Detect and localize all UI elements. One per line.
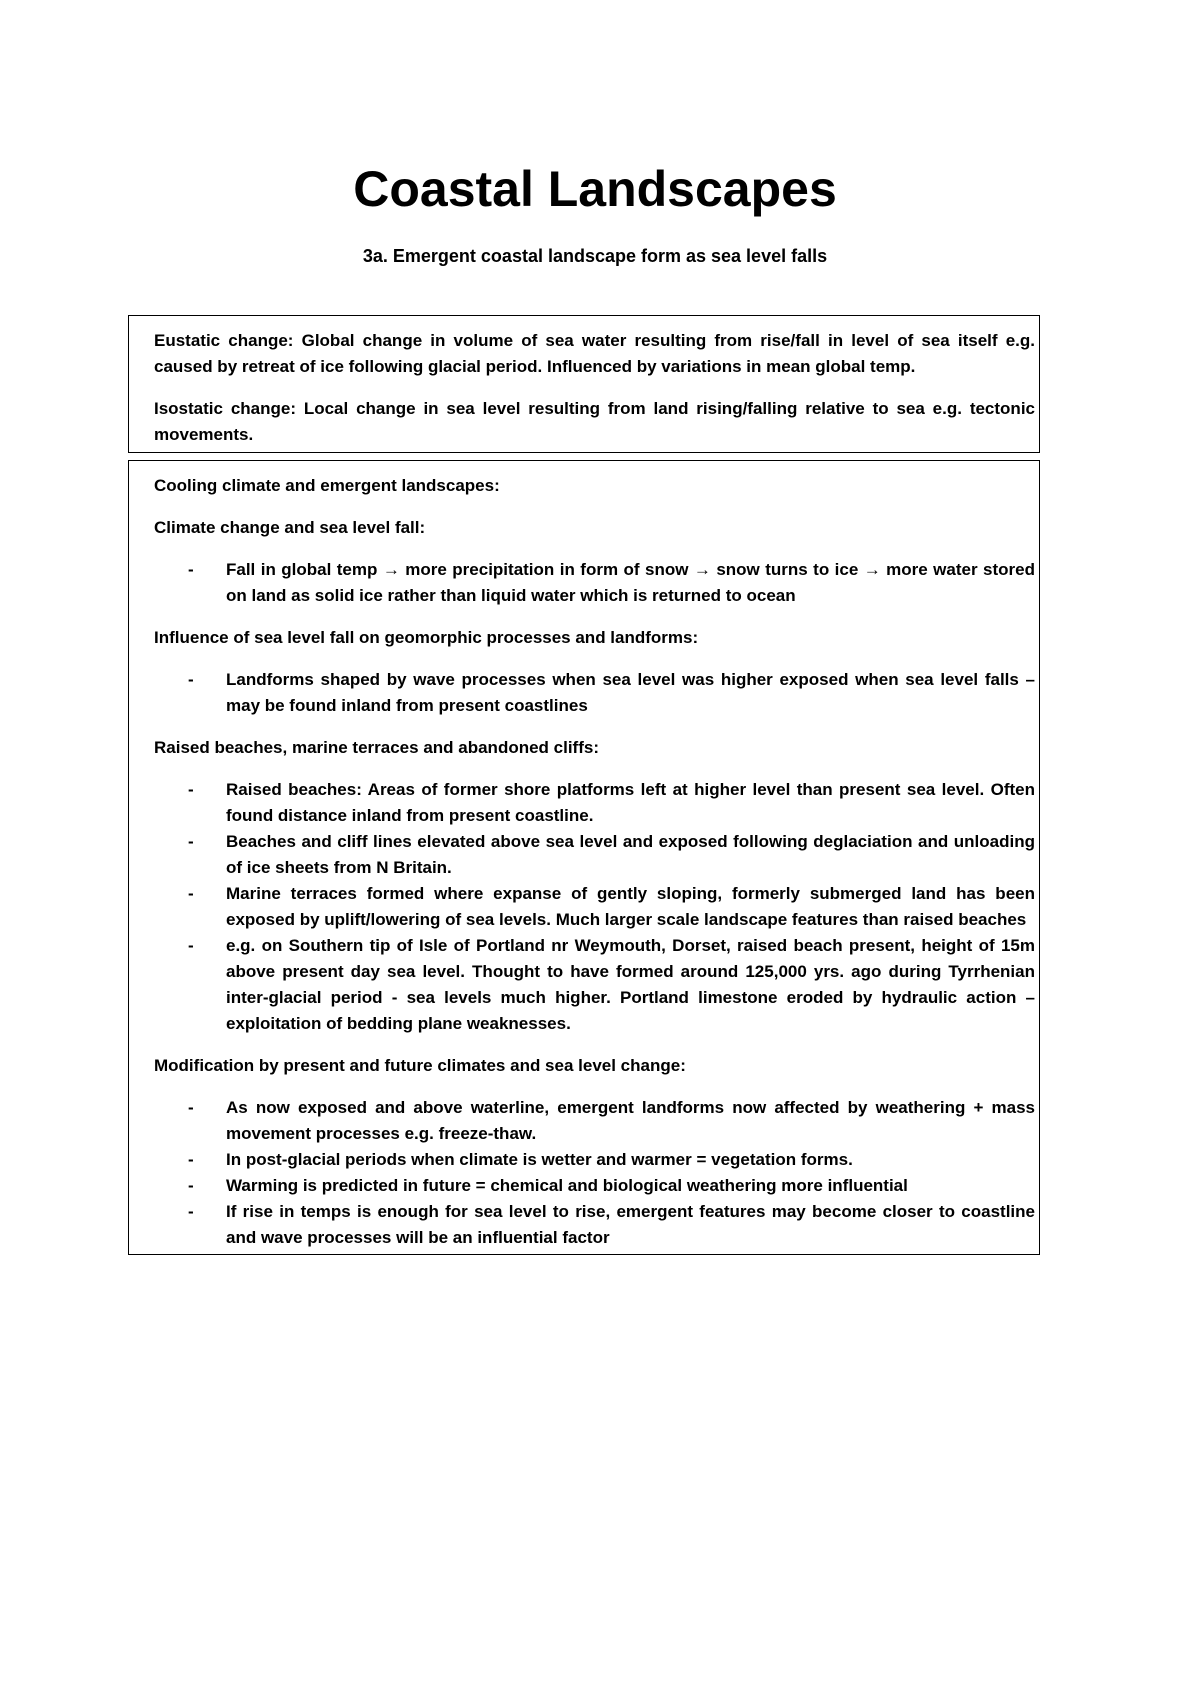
list-climate-change <box>154 557 1035 609</box>
list-item: - Marine terraces formed where expanse of gently sloping, formerly submerged land has been exposed by uplift/lowering of sea levels. Much larger scale landscape features than raised beaches <box>154 881 1035 933</box>
document-subtitle: 3a. Emergent coastal landscape form as sea level falls <box>362 246 828 266</box>
notes-box <box>128 460 1040 1255</box>
isostatic-definition: Isostatic change: Local change in sea level resulting from land rising/falling relative to sea e.g. tectonic movements. <box>154 399 1035 444</box>
list-item: - Landforms shaped by wave processes when sea level was higher exposed when sea level falls – may be found inland from present coastlines <box>154 667 1035 719</box>
section-heading-geomorphic-influence: Influence of sea level fall on geomorphic processes and landforms: <box>154 628 699 647</box>
document-title: Coastal Landscapes <box>353 161 837 217</box>
section-heading-raised-beaches: Raised beaches, marine terraces and abandoned cliffs: <box>154 738 599 757</box>
list-modification <box>154 1095 1035 1251</box>
list-item: - e.g. on Southern tip of Isle of Portland nr Weymouth, Dorset, raised beach present, height of 15m above present day sea level. Thought to have formed around 125,000 yrs. ago during Tyrrhenian inter-glacial period - sea levels much higher. Portland limestone eroded by hydraulic action – exploitation of bedding plane weaknesses. <box>154 933 1035 1037</box>
eustatic-definition: Eustatic change: Global change in volume of sea water resulting from rise/fall in level of sea itself e.g. caused by retreat of ice following glacial period. Influenced by variations in mean global temp. <box>154 331 1035 376</box>
section-heading-modification: Modification by present and future climates and sea level change: <box>154 1056 686 1075</box>
list-geomorphic-influence <box>154 667 1035 719</box>
list-item: - In post-glacial periods when climate is wetter and warmer = vegetation forms. <box>154 1147 1035 1173</box>
list-item: - Fall in global temp → more precipitation in form of snow → snow turns to ice → more water stored on land as solid ice rather than liquid water which is returned to ocean <box>154 557 1035 609</box>
definitions-box <box>128 315 1040 453</box>
section-heading-climate-change: Climate change and sea level fall: <box>154 518 426 537</box>
list-raised-beaches <box>154 777 1035 1037</box>
list-item: - As now exposed and above waterline, emergent landforms now affected by weathering + mass movement processes e.g. freeze-thaw. <box>154 1095 1035 1147</box>
list-item: - Raised beaches: Areas of former shore platforms left at higher level than present sea level. Often found distance inland from present coastline. <box>154 777 1035 829</box>
list-item: - If rise in temps is enough for sea level to rise, emergent features may become closer to coastline and wave processes will be an influential factor <box>154 1199 1035 1251</box>
list-item: - Beaches and cliff lines elevated above sea level and exposed following deglaciation and unloading of ice sheets from N Britain. <box>154 829 1035 881</box>
notes-main-heading: Cooling climate and emergent landscapes: <box>154 476 500 495</box>
list-item: - Warming is predicted in future = chemical and biological weathering more influential <box>154 1173 1035 1199</box>
